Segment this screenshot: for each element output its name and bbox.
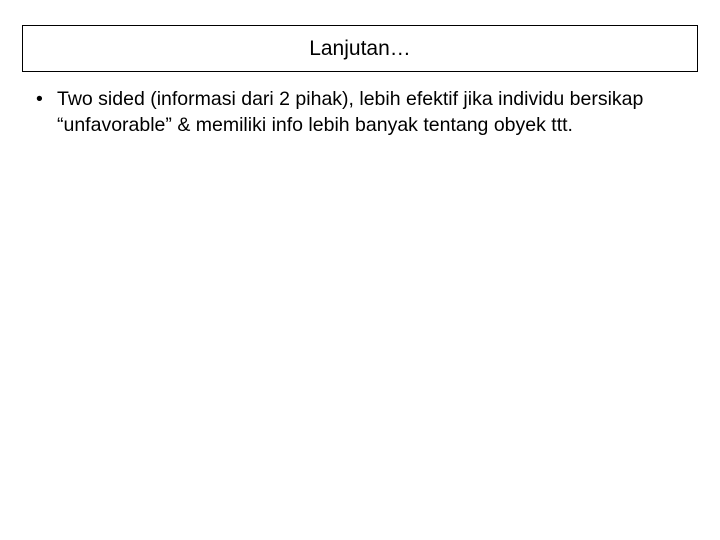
- list-item-text: Two sided (informasi dari 2 pihak), lebih efektif jika individu bersikap “unfavorable” & memiliki info lebih banyak tentang obyek ttt.: [57, 88, 644, 137]
- bullet-point-icon: •: [36, 88, 43, 110]
- slide-body: [22, 86, 698, 516]
- bullet-list: [22, 86, 698, 139]
- list-item: [22, 86, 698, 139]
- slide-title-box: [22, 25, 698, 72]
- page-title: Lanjutan…: [309, 36, 411, 60]
